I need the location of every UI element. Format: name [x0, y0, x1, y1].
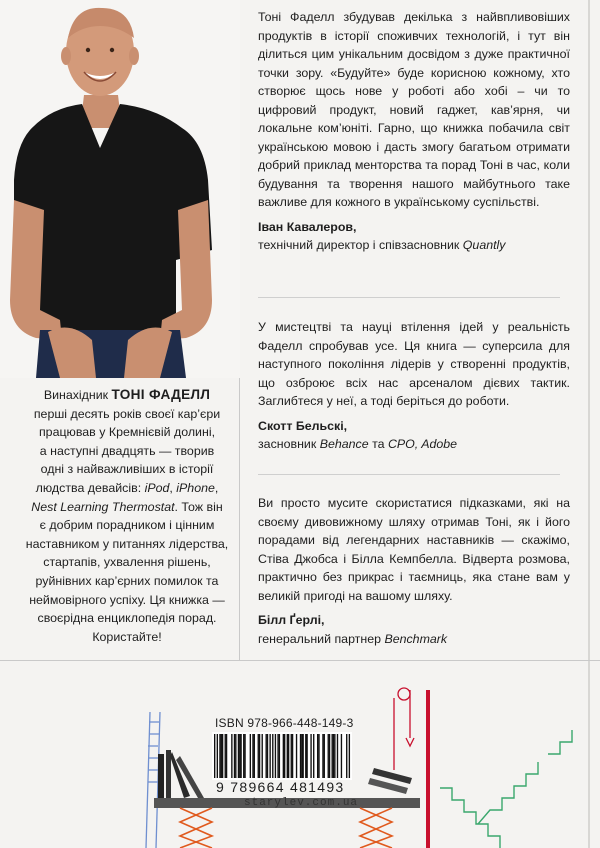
barcode-bar — [337, 734, 338, 778]
barcode-bar — [301, 734, 302, 778]
blurb-kavalerov — [258, 8, 570, 255]
bio-line: є добрим порадником і цінним — [39, 518, 215, 533]
barcode-bar — [291, 734, 292, 778]
bio-line: Користайте! — [92, 629, 162, 644]
barcode-bar — [258, 734, 259, 778]
blurb-author: Білл Ґерлі, — [258, 613, 325, 627]
barcode-bar — [275, 734, 276, 778]
barcode-bar — [287, 734, 288, 778]
bio-line: неймовірного успіху. Ця книжка — — [29, 592, 225, 607]
barcode-bar — [226, 734, 227, 778]
barcode-bar — [283, 734, 284, 778]
bio-line: перші десять років своєї кар’єри — [33, 406, 221, 421]
blurb-gurley — [258, 494, 570, 648]
divider-quote-2 — [258, 474, 560, 475]
barcode-bar — [296, 734, 297, 778]
barcode-bar — [219, 734, 220, 778]
blurb-text: Ви просто мусите скористатися підказками, які на своєму дивовижному шляху отримав Тоні, як і його порадами від легендарних наставників — скажімо, Стіва Джобса і Білла Кемпбелла. Відверта розмова, практично без прикрас і таємниць, яка стане вам у великій пригоді на вашому шляху. — [258, 496, 570, 603]
barcode-bar — [239, 734, 240, 778]
isbn-label: ISBN 978-966-448-149-3 — [215, 716, 354, 730]
blurb-author: Скотт Бельскі, — [258, 418, 348, 433]
bio-line: а наступні двадцять — творив — [39, 443, 215, 458]
barcode-bar — [252, 734, 253, 778]
barcode-bar — [328, 734, 329, 778]
barcode-bar — [225, 734, 226, 778]
barcode-bar — [238, 734, 239, 778]
barcode-bar — [243, 734, 244, 778]
bio-line: Nest Learning Thermostat. Тож він — [31, 499, 223, 514]
barcode-bar — [231, 734, 232, 778]
barcode-bar — [284, 734, 285, 778]
barcode — [212, 732, 352, 780]
barcode-bar — [214, 734, 215, 778]
bio-line: одні з найважливіших в історії — [40, 462, 214, 477]
blurb-role: засновник Behance та CPO, Adobe — [258, 437, 458, 451]
divider-quote-1 — [258, 297, 560, 298]
barcode-bar — [317, 734, 318, 778]
bio-line: працював у Кремнієвій долині, — [38, 425, 216, 440]
barcode-bar — [329, 734, 330, 778]
barcode-bar — [269, 734, 270, 778]
barcode-bar — [318, 734, 319, 778]
barcode-bar — [322, 734, 323, 778]
barcode-bar — [221, 734, 222, 778]
barcode-bar — [244, 734, 245, 778]
blurb-text: Тоні Фаделл збудував декілька з найвпливовіших продуктів в історії споживчих технологій, і тут він ділиться цим унікальним досвідом з дуже практичної точки зору. «Будуйте» буде корисною кожному, хто створює щось нове у роботі або хобі – чи то цифровий продукт, новий гаджет, кав’ярня, чи локальне ком’юніті. Гарно, що книжка побачила світ українською мовою і дасть змогу багатьом отримати добрий приклад менторства та порад Тоні в час, коли будування та творення нашого майбутнього таке важливе для кожного в українському суспільстві. — [258, 10, 570, 209]
barcode-bar — [266, 734, 267, 778]
barcode-bar — [277, 734, 278, 778]
barcode-bar — [292, 734, 293, 778]
barcode-bar — [222, 734, 223, 778]
barcode-bar — [259, 734, 260, 778]
author-bio — [16, 386, 238, 646]
bio-line: стартапів, ухвалення рішень, — [43, 555, 211, 570]
barcode-bar — [334, 734, 335, 778]
barcode-bar — [250, 734, 251, 778]
ean-number: 9 789664 481493 — [216, 779, 345, 795]
blurb-role: технічний директор і співзасновник Quantly — [258, 238, 506, 252]
blurb-author: Іван Кавалеров, — [258, 219, 357, 234]
bio-lead: Винахідник — [43, 388, 112, 402]
bio-line: наставником у питаннях лідерства, — [25, 536, 229, 551]
blurb-belsky — [258, 318, 570, 454]
barcode-bar — [313, 734, 314, 778]
blurb-role: генеральний партнер Benchmark — [258, 631, 448, 646]
barcode-bar — [333, 734, 334, 778]
author-photo — [0, 0, 240, 378]
publisher-website: starylev.com.ua — [244, 797, 359, 809]
barcode-bar — [300, 734, 301, 778]
barcode-bar — [267, 734, 268, 778]
barcode-bar — [235, 734, 236, 778]
bio-line: людства девайсів: iPod, iPhone, — [35, 480, 219, 495]
author-name: ТОНІ ФАДЕЛЛ — [111, 387, 211, 402]
barcode-bar — [324, 734, 325, 778]
barcode-bar — [306, 734, 307, 778]
barcode-bar — [310, 734, 311, 778]
bio-line: своєрідна енциклопедія порад. — [37, 611, 217, 626]
barcode-bar — [288, 734, 289, 778]
barcode-bar — [279, 734, 280, 778]
blurb-text: У мистецтві та науці втілення ідей у реальність Фаделл спробував усе. Ця книга — суперсила для наступного покоління лідерів у створенні продуктів, що озброює всіх нас арсеналом дієвих тактик. Заглибтеся у неї, а тоді беріться до роботи. — [258, 320, 570, 408]
barcode-bar — [262, 734, 263, 778]
barcode-bar — [349, 734, 350, 778]
barcode-bar — [346, 734, 347, 778]
barcode-bar — [341, 734, 342, 778]
barcode-bar — [254, 734, 255, 778]
barcode-bar — [302, 734, 303, 778]
barcode-bar — [217, 734, 218, 778]
barcode-bar — [305, 734, 306, 778]
barcode-bar — [272, 734, 273, 778]
barcode-bar — [332, 734, 333, 778]
barcode-bar — [234, 734, 235, 778]
bio-line: руйнівних кар’єрних помилок та — [35, 573, 219, 588]
barcode-bar — [240, 734, 241, 778]
